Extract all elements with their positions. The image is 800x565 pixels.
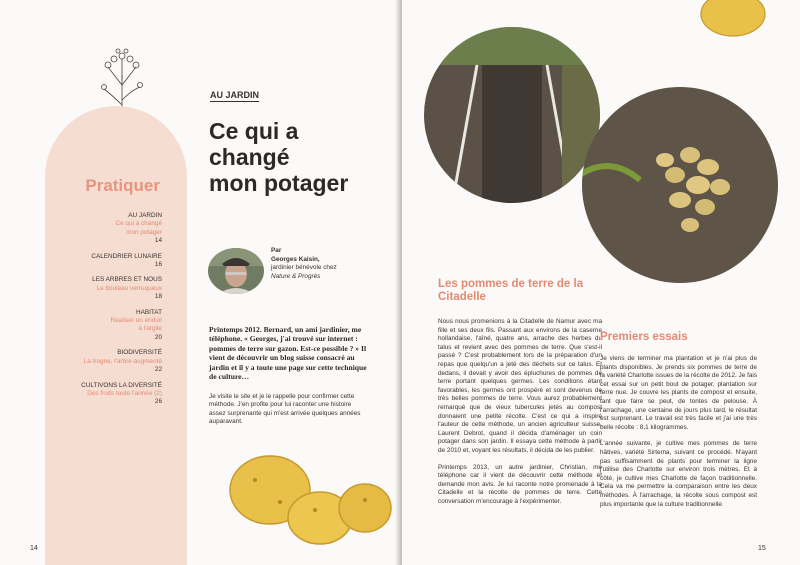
toc-page: 22 [154, 366, 162, 374]
section-title-citadelle: Les pommes de terre de la Citadelle [438, 278, 584, 303]
right-page [402, 0, 800, 565]
paragraph: Printemps 2013, un autre jardinier, Christian, me téléphone car il vient de découvrir cette méthode et demande mon avis. Je lui raconte notre promenade à la Citadelle et la récolte de pommes de terre. Cette conversation m'encourage à l'expérimenter. [438, 463, 602, 505]
left-page [0, 0, 398, 565]
paragraph: Nous nous promenions à la Citadelle de Namur avec ma fille et ses deux fils. Passant aux environs de la caserne hollandaise, l'aîné, quatre ans, arrache des herbes du talus et revient avec des pommes de terre. Que s'est-il passé ? C'est probablement lors de la préparation d'un repas que quelqu'un a jeté des déchets sur ce talus. Et dedans, il devait y avoir des épluchures de pommes de terre portant quelques germes. Les conditions étant favorables, les germes ont prospéré et sont devenus de très belles pommes de terre. Vous aurez probablement remarqué que de vieux tubercules jetés au compost donnaient une petite récolte. C'est ce qui a inspiré l'auteur de cette méthode, un ancien agriculteur suisse, Laurent Debrot, quand il décida d'aménager un coin potager dans son jardin. Il essaya cette méthode à partir de 2010 et, voyant les résultats, il décida de les publier. [438, 318, 602, 454]
toc-section: AU JARDIN [128, 212, 162, 219]
toc-section: HABITAT [135, 308, 162, 316]
potato-corner-illustration [698, 0, 768, 39]
toc-title: Ce qui a changé mon potager [115, 220, 162, 236]
author-role: jardinier bénévole chez [271, 264, 337, 272]
toc-title: La trogne, l'arbre augmenté [83, 357, 162, 365]
toc-page: 18 [154, 293, 162, 301]
toc-section: CULTIVONS LA DIVERSITÉ [81, 381, 162, 389]
author-org: Nature & Progrès [271, 272, 321, 280]
toc-page: 26 [154, 398, 162, 406]
toc-page: 14 [154, 237, 162, 245]
table-of-contents [55, 212, 162, 414]
toc-item[interactable] [55, 212, 162, 246]
toc-item[interactable] [55, 253, 162, 270]
intro-paragraph: Je visite le site et je le rappelle pour confirmer cette méthode. J'en profite pour lui raconter une histoire assez surprenante qui m'est arrivée quelques années auparavant. [209, 393, 361, 426]
toc-section: LES ARBRES ET NOUS [92, 276, 162, 284]
toc-item[interactable] [55, 349, 162, 374]
toc-page: 16 [154, 261, 162, 269]
toc-title: Des fruits toute l'année (2) [87, 389, 162, 397]
toc-item[interactable] [55, 276, 162, 301]
toc-title: Réaliser un enduit à l'argile [110, 317, 162, 333]
section1-body [438, 318, 602, 514]
toc-title: Le bouleau verruqueux [96, 284, 162, 292]
toc-section: CALENDRIER LUNAIRE [91, 252, 162, 260]
author-photo [208, 248, 264, 294]
article-kicker: AU JARDIN [210, 90, 260, 100]
author-byline [271, 247, 337, 281]
toc-page: 20 [154, 333, 162, 341]
page-number-left: 14 [30, 545, 38, 552]
section-title-essais: Premiers essais [600, 331, 688, 343]
potato-harvest-photo [580, 85, 780, 285]
sidebar-heading: Pratiquer [85, 176, 160, 195]
toc-section: BIODIVERSITÉ [117, 349, 162, 357]
paragraph: L'année suivante, je cultive mes pommes de terre hâtives, variété Sirtema, suivant ce procédé. N'ayant pas suffisamment de plants pour terminer la ligne j'utilise des Charlotte sur environ trois mètres. Et à côté, je cultive mes Charlotte de façon traditionnelle. Cela va me permettre la comparaison entre les deux méthodes. À l'arrachage, la récolte sous compost est plus importante que la culture traditionnelle. [600, 440, 757, 508]
garden-bed-photo [422, 25, 602, 205]
author-name: Georges Kaisin, [271, 255, 320, 263]
section2-body [600, 355, 757, 517]
potatoes-illustration [225, 440, 395, 550]
byline-by: Par [271, 247, 282, 254]
article-intro: Printemps 2012. Bernard, un ami jardinier, me téléphone. « Georges, j'ai trouvé sur internet : pommes de terre sur gazon. Est-ce possible ? » Il vient de découvrir un blog suisse consacré au jardin et il y a toute une page sur cette technique de culture… [209, 325, 367, 382]
article-title: Ce qui a changé mon potager [209, 118, 349, 196]
toc-item[interactable] [55, 382, 162, 407]
toc-item[interactable] [55, 309, 162, 343]
paragraph: Je viens de terminer ma plantation et je n'ai plus de plants disponibles. Je prends six pommes de terre de la variété Charlotte issues de la récolte de 2012. Je fais cet essai sur un petit bout de potager, plantation sur terre nue. Je couvre les plants de compost et ensuite, tant que faire se peut, de tontes de pelouse. À l'arrachage, une centaine de jours plus tard, le résultat est surprenant. Le travail est très facile et j'ai une très belle récolte : 8,1 kilogrammes. [600, 355, 758, 431]
page-number-right: 15 [758, 545, 766, 552]
